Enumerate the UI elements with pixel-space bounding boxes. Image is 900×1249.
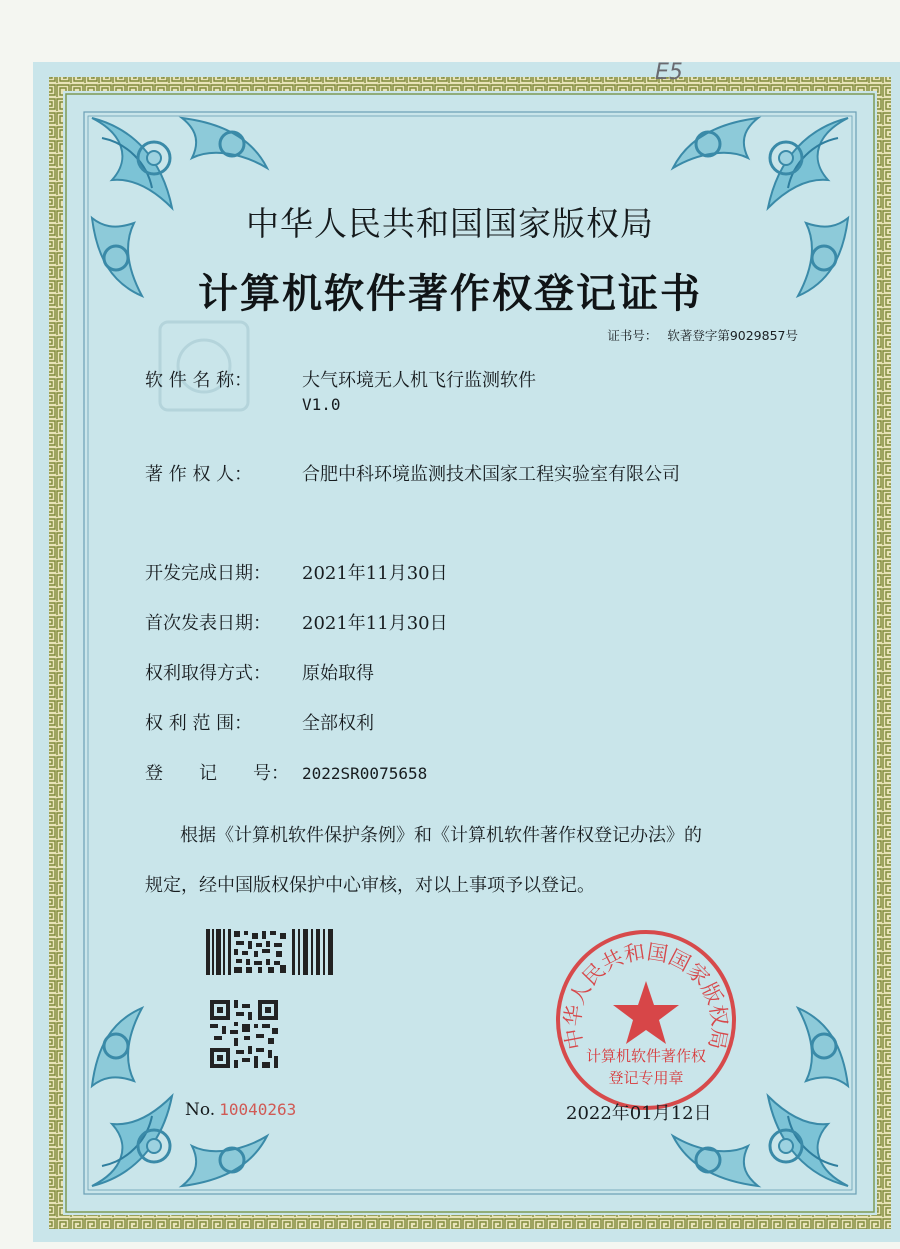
- seal-ring-text: 中华人民共和国国家版权局: [560, 939, 732, 1052]
- certificate-title: 计算机软件著作权登记证书: [198, 270, 702, 317]
- certificate-number: [607, 326, 798, 344]
- barcode-image: [206, 929, 334, 975]
- scope-row: [145, 712, 374, 736]
- seal-line-1: 计算机软件著作权: [585, 1047, 707, 1065]
- registration-label: 登 记 号：: [145, 763, 289, 784]
- software-version-value: V1.0: [302, 395, 341, 414]
- copyright-owner-row: [145, 463, 680, 487]
- seal-line-2: 登记专用章: [608, 1069, 684, 1087]
- copyright-owner-value: 合肥中科环境监测技术国家工程实验室有限公司: [302, 464, 680, 485]
- issue-date: 2022年01月12日: [566, 1103, 712, 1124]
- copyright-owner-label: 著 作 权 人：: [145, 464, 253, 485]
- publish-date-label: 首次发表日期：: [145, 613, 271, 634]
- registration-row: [145, 762, 427, 786]
- publish-date-value: 2021年11月30日: [302, 613, 448, 634]
- statement-line-1: 根据《计算机软件保护条例》和《计算机软件著作权登记办法》的: [180, 825, 702, 846]
- completion-date-label: 开发完成日期：: [145, 563, 271, 584]
- certificate-number-label: 证书号：: [607, 328, 658, 343]
- serial-number: [185, 1100, 296, 1120]
- serial-number-label: No.: [185, 1100, 216, 1120]
- software-name-label: 软 件 名 称：: [145, 370, 253, 391]
- completion-date-value: 2021年11月30日: [302, 563, 448, 584]
- acquisition-value: 原始取得: [302, 663, 374, 684]
- registration-value: 2022SR0075658: [302, 764, 428, 783]
- handwritten-note: E5: [655, 60, 683, 85]
- completion-date-row: [145, 562, 448, 586]
- publish-date-row: [145, 612, 448, 636]
- scope-label: 权 利 范 围：: [145, 713, 253, 734]
- software-name-value: 大气环境无人机飞行监测软件: [302, 370, 536, 391]
- scope-value: 全部权利: [302, 713, 374, 734]
- qr-code-image: [210, 1000, 278, 1068]
- acquisition-label: 权利取得方式：: [145, 663, 271, 684]
- issuing-authority: 中华人民共和国国家版权局: [246, 204, 654, 243]
- statement-line-2: 规定，经中国版权保护中心审核，对以上事项予以登记。: [145, 875, 595, 896]
- acquisition-row: [145, 662, 374, 686]
- certificate-number-value: 软著登字第9029857号: [667, 328, 798, 343]
- software-name-row: [145, 369, 536, 414]
- official-seal: [553, 927, 739, 1113]
- serial-number-value: 10040263: [219, 1100, 297, 1119]
